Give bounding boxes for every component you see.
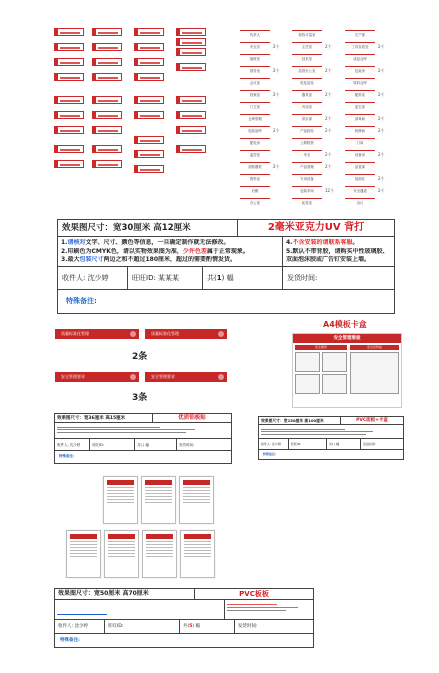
remark-text: 特殊备注:	[59, 454, 75, 458]
door-plate: 机修间	[345, 126, 375, 135]
sign-thumbnail	[92, 43, 122, 51]
count-text: 共( ) 幅	[135, 439, 177, 450]
quantity-label: 2个	[325, 152, 332, 157]
door-plate: 产品检验	[292, 126, 322, 135]
spec-table-pvc-board	[54, 588, 314, 648]
quantity-label: 2个	[378, 176, 385, 181]
wangwang-text: 旺旺ID: 某某某	[128, 267, 203, 289]
door-plate: 公路物资	[292, 138, 322, 147]
sign-thumbnail	[54, 160, 84, 168]
door-plate: 安全员	[240, 42, 270, 51]
sign-thumbnail	[134, 58, 164, 66]
door-plate: 检验计量室	[292, 30, 322, 39]
quantity-label: 2个	[273, 164, 280, 169]
quantity-label: 2个	[273, 92, 280, 97]
door-plate: 危险品库	[240, 126, 270, 135]
count-suffix: ) 幅	[192, 624, 201, 629]
material-text: 2毫米亚克力UV 背打	[267, 222, 365, 233]
recipient-text: 收件人: 沈少婷	[58, 267, 128, 289]
door-plate: 品管部	[345, 162, 375, 171]
note-highlight: 包装尺寸	[79, 256, 104, 263]
note-text: 两边之和不超过180厘米，超过的需要酌情发货。	[103, 256, 237, 263]
note-text: 印刷色为CMYK色，请以实物效果图为准，	[67, 247, 183, 255]
sign-thumbnail	[134, 136, 164, 144]
door-plate: 负责人	[240, 30, 270, 39]
sign-thumbnail	[54, 145, 84, 153]
door-plate: 化验室	[292, 198, 322, 207]
door-plate: 更衣室	[345, 102, 375, 111]
notes-right	[225, 600, 313, 619]
a4-pocket	[295, 374, 320, 394]
door-plate: 工具存放处	[345, 42, 375, 51]
door-plate: 配料室	[345, 90, 375, 99]
quantity-label: 12个	[325, 188, 335, 193]
door-plate: 器具室	[292, 90, 322, 99]
quantity-label: 2个	[325, 116, 332, 121]
note-line	[61, 239, 279, 248]
wangwang-text: 旺旺ID:	[289, 439, 327, 449]
sign-thumbnail	[176, 63, 206, 71]
count-prefix: 共(	[207, 274, 217, 282]
sign-thumbnail	[54, 58, 84, 66]
ship-time-text: 发货时间:	[179, 443, 195, 447]
size-text: 效果图尺寸：宽50厘米 高70厘米	[55, 589, 195, 599]
note-text: 默认不带背胶，请购买中性玻璃胶、	[292, 247, 389, 255]
quantity-label: 2个	[325, 68, 332, 73]
sign-thumbnail	[92, 73, 122, 81]
door-plate: 品管办公室	[292, 66, 322, 75]
sign-thumbnail	[92, 160, 122, 168]
quantity-label: 2个	[325, 44, 332, 49]
sign-thumbnail	[54, 126, 84, 134]
quantity-label: 2个	[378, 152, 385, 157]
door-plate: 危化品室	[292, 78, 322, 87]
banner-strip: 质量标准化管理	[145, 329, 227, 339]
document-thumbnail	[103, 476, 138, 524]
a4-pocket	[295, 352, 320, 372]
sign-thumbnail	[176, 38, 206, 46]
quantity-label: 2个	[325, 164, 332, 169]
recipient-text: 收件人: 沈少婷	[259, 439, 289, 449]
sign-thumbnail	[134, 96, 164, 104]
notes-left	[58, 237, 283, 266]
door-plate: 资料室	[240, 174, 270, 183]
sign-thumbnail	[92, 28, 122, 36]
sign-thumbnail	[134, 28, 164, 36]
door-plate: 包装房	[345, 66, 375, 75]
note-text: 。	[352, 239, 359, 246]
spec-table-pvc-cardbox	[258, 416, 404, 460]
door-plate: 财务室	[240, 66, 270, 75]
sign-thumbnail	[54, 96, 84, 104]
door-plate: 装卸区	[345, 174, 375, 183]
door-plate: 门岗	[345, 138, 375, 147]
door-plate: 门卫室	[240, 102, 270, 111]
sign-thumbnail	[92, 145, 122, 153]
a4-pocket	[322, 352, 347, 372]
sign-thumbnail	[92, 96, 122, 104]
door-plate: 产品管理	[292, 162, 322, 171]
quantity-label: 2个	[378, 188, 385, 193]
door-plate: 安全	[292, 150, 322, 159]
a4-board	[292, 333, 402, 408]
sign-thumbnail	[54, 43, 84, 51]
door-plate: 值班室	[240, 54, 270, 63]
a4-pocket	[322, 374, 347, 394]
document-thumbnail	[180, 530, 215, 578]
door-plate: 监控室	[240, 150, 270, 159]
door-plate: 供水部	[292, 114, 322, 123]
document-thumbnail	[66, 530, 101, 578]
notes-lines	[259, 425, 403, 439]
main-spec-table	[57, 219, 395, 314]
sign-thumbnail	[176, 28, 206, 36]
spec-table-aluminum	[54, 413, 232, 464]
note-text: 双面泡沫胶或广告钉安装上墙。	[286, 256, 371, 263]
sign-thumbnail	[134, 165, 164, 173]
sign-thumbnail	[134, 73, 164, 81]
quantity-label: 2个	[325, 128, 332, 133]
count-prefix: 共(	[183, 624, 190, 629]
door-plate: 技术室	[292, 54, 322, 63]
banner-count-label: 3条	[132, 393, 148, 403]
sign-thumbnail	[54, 73, 84, 81]
quantity-label: 2个	[273, 68, 280, 73]
quantity-label: 2个	[378, 128, 385, 133]
a4-right-head: 安全宣传板	[350, 345, 399, 350]
document-thumbnail	[141, 476, 176, 524]
notes-left	[55, 600, 225, 619]
quantity-label: 2个	[273, 44, 280, 49]
note-text: 2.	[61, 247, 68, 255]
material-text: 优质铝板贴	[178, 415, 206, 421]
quantity-label: 2个	[378, 116, 385, 121]
door-plate: 后勤	[240, 186, 270, 195]
sign-thumbnail	[54, 111, 84, 119]
note-highlight: 请核对	[67, 239, 86, 246]
note-text: 5.	[286, 247, 293, 255]
document-thumbnail	[142, 530, 177, 578]
door-plate: 消防器材	[240, 162, 270, 171]
count-text	[180, 620, 235, 633]
size-text: 效果图尺寸：宽30厘米 高12厘米	[58, 220, 238, 236]
door-plate: 办公室	[240, 198, 270, 207]
sign-thumbnail	[54, 28, 84, 36]
size-text: 效果图尺寸：宽36厘米 高15厘米	[55, 414, 153, 422]
document-thumbnail	[179, 476, 214, 524]
sign-thumbnail	[92, 111, 122, 119]
banner-strip: 安全管理要求	[55, 372, 139, 382]
wangwang-text: 旺旺ID:	[90, 439, 135, 450]
remark-text: 特殊备注:	[263, 452, 277, 456]
a4-title: A4模板卡盒	[323, 320, 367, 329]
door-plate: 出口	[345, 198, 375, 207]
sign-thumbnail	[176, 48, 206, 56]
count-value: 1	[216, 274, 222, 282]
sign-thumbnail	[134, 43, 164, 51]
banner-count-label: 2条	[132, 352, 148, 362]
door-plate: 仓库管理	[240, 114, 270, 123]
notes-right	[283, 237, 394, 266]
sign-thumbnail	[176, 145, 206, 153]
note-line	[286, 248, 391, 257]
door-plate: 冷冻室	[292, 102, 322, 111]
count-value: 5	[189, 624, 193, 629]
quantity-label: 2个	[325, 92, 332, 97]
notes-lines	[55, 423, 231, 439]
sign-thumbnail	[176, 96, 206, 104]
a4-left-column	[295, 345, 347, 394]
note-line	[61, 256, 279, 265]
recipient-text: 收件人: 沈少婷	[55, 620, 105, 633]
door-plate: 专用设备	[292, 174, 322, 183]
ship-time-text: 发货时间:	[363, 442, 377, 446]
quantity-label: 2个	[378, 44, 385, 49]
note-highlight: 不含安装的请联系客服	[292, 239, 353, 246]
door-plate: 配电房	[240, 138, 270, 147]
material-text: PVC面板+卡盒	[356, 418, 388, 423]
door-plate: 设备房	[345, 150, 375, 159]
remark-text: 特殊备注:	[60, 638, 80, 643]
sign-thumbnail	[176, 126, 206, 134]
ship-time-text: 发货时间:	[287, 274, 318, 282]
door-plate: 消毒间	[345, 114, 375, 123]
remark-text: 特殊备注:	[66, 297, 97, 305]
banner-strip: 安全管理要求	[145, 372, 227, 382]
note-highlight: 少许色差	[182, 247, 207, 255]
door-plate: 成品仓库	[345, 54, 375, 63]
sign-thumbnail	[92, 126, 122, 134]
note-text: 1.	[61, 239, 68, 246]
count-text: 共( ) 幅	[327, 439, 361, 449]
door-plate: 原料仓库	[345, 78, 375, 87]
sign-thumbnail	[92, 58, 122, 66]
door-plate: 包装车间	[292, 186, 322, 195]
sign-thumbnail	[134, 150, 164, 158]
door-plate: 会议室	[240, 78, 270, 87]
sign-thumbnail	[176, 111, 206, 119]
banner-strip: 质量标准化管理	[55, 329, 139, 339]
wangwang-text: 旺旺ID:	[105, 620, 180, 633]
ship-time-text: 发货时间:	[238, 624, 258, 629]
sign-thumbnail	[134, 111, 164, 119]
note-text: 3.最大	[61, 256, 80, 263]
size-text: 效果图尺寸：宽150厘米 高100厘米	[259, 417, 341, 424]
quantity-label: 2个	[378, 92, 385, 97]
note-line	[286, 256, 391, 265]
quantity-label: 2个	[378, 68, 385, 73]
note-line	[61, 248, 279, 257]
door-plate: 主任室	[292, 42, 322, 51]
note-line	[286, 239, 391, 248]
quantity-label: 2个	[273, 128, 280, 133]
note-text: 4.	[286, 239, 293, 246]
door-plate: 档案室	[240, 90, 270, 99]
door-plate: 安全通道	[345, 186, 375, 195]
a4-right-column	[350, 345, 399, 394]
note-text: 文字、尺寸、颜色等信息，一旦确定制作就无法修改。	[85, 239, 230, 246]
material-text: PVC板板	[239, 590, 269, 598]
a4-pocket	[350, 352, 399, 394]
document-thumbnail	[104, 530, 139, 578]
count-suffix: ) 幅	[221, 274, 234, 282]
note-text: 属于正常现象。	[206, 247, 249, 255]
door-plate: 生产部	[345, 30, 375, 39]
a4-board-header: 安全管理看板	[293, 334, 401, 343]
count-text	[203, 267, 283, 289]
a4-left-head: 安全组织	[295, 345, 347, 350]
recipient-text: 收件人: 沈少婷	[55, 439, 90, 450]
